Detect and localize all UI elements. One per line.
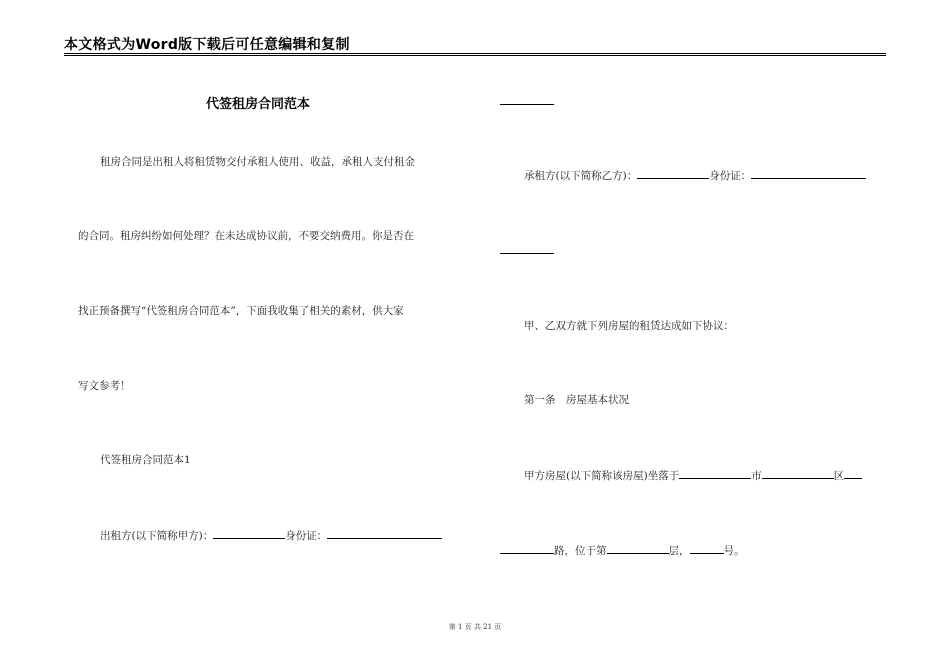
footer-total-pages: 21 [483,623,493,631]
continued-blank-line [500,104,554,105]
city-field[interactable] [679,467,751,479]
address-line [500,542,745,558]
floor-field[interactable] [607,542,669,554]
road-label: 路，位于第 [554,545,607,557]
intro-line-3: 找正预备撰写“代签租房合同范本”，下面我收集了相关的素材，供大家 [78,305,404,317]
header-text: 本文格式为Word版下载后可任意编辑和复制 [64,37,350,53]
header-rule [64,53,886,54]
lessee-id-label: 身份证： [709,170,752,182]
number-field[interactable] [690,542,724,554]
lessee-id-continued-blank [500,253,554,254]
intro-line-4: 写文参考！ [78,380,131,392]
footer-page-mid: 页 共 [464,623,481,631]
district-label: 区 [833,470,845,482]
section-heading: 代签租房合同范本1 [100,454,191,466]
page-footer [0,622,950,632]
document-header [64,34,886,52]
article-1-heading: 第一条 房屋基本状况 [524,394,629,406]
footer-page-prefix: 第 [448,623,456,631]
road-field-start[interactable] [844,467,862,479]
lessor-id-field[interactable] [327,527,442,539]
lessor-line [100,527,442,543]
district-field[interactable] [762,467,834,479]
lessor-label: 出租方(以下简称甲方)： [100,530,214,542]
header-rule-secondary [64,55,886,56]
location-prefix: 甲方房屋(以下简称该房屋)坐落于 [524,470,680,482]
road-field[interactable] [500,542,554,554]
city-label: 市 [751,470,762,482]
lessee-label: 承租方(以下简称乙方)： [524,170,638,182]
agreement-line: 甲、乙双方就下列房屋的租赁达成如下协议： [524,320,734,332]
lessee-line [524,167,866,183]
footer-page-suffix: 页 [494,623,502,631]
intro-line-1: 租房合同是出租人将租赁物交付承租人使用、收益，承租人支付租金 [100,156,415,168]
floor-label: 层， [668,545,690,557]
document-title: 代签租房合同范本 [206,97,311,112]
lessee-name-field[interactable] [637,167,709,179]
lessor-name-field[interactable] [213,527,285,539]
number-label: 号。 [723,545,745,557]
intro-line-2: 的合同。租房纠纷如何处理？在未达成协议前，不要交纳费用。你是否在 [78,230,414,242]
lessee-id-field[interactable] [751,167,866,179]
location-line [524,467,862,483]
lessor-id-label: 身份证： [285,530,328,542]
footer-page-number: 1 [457,623,463,631]
